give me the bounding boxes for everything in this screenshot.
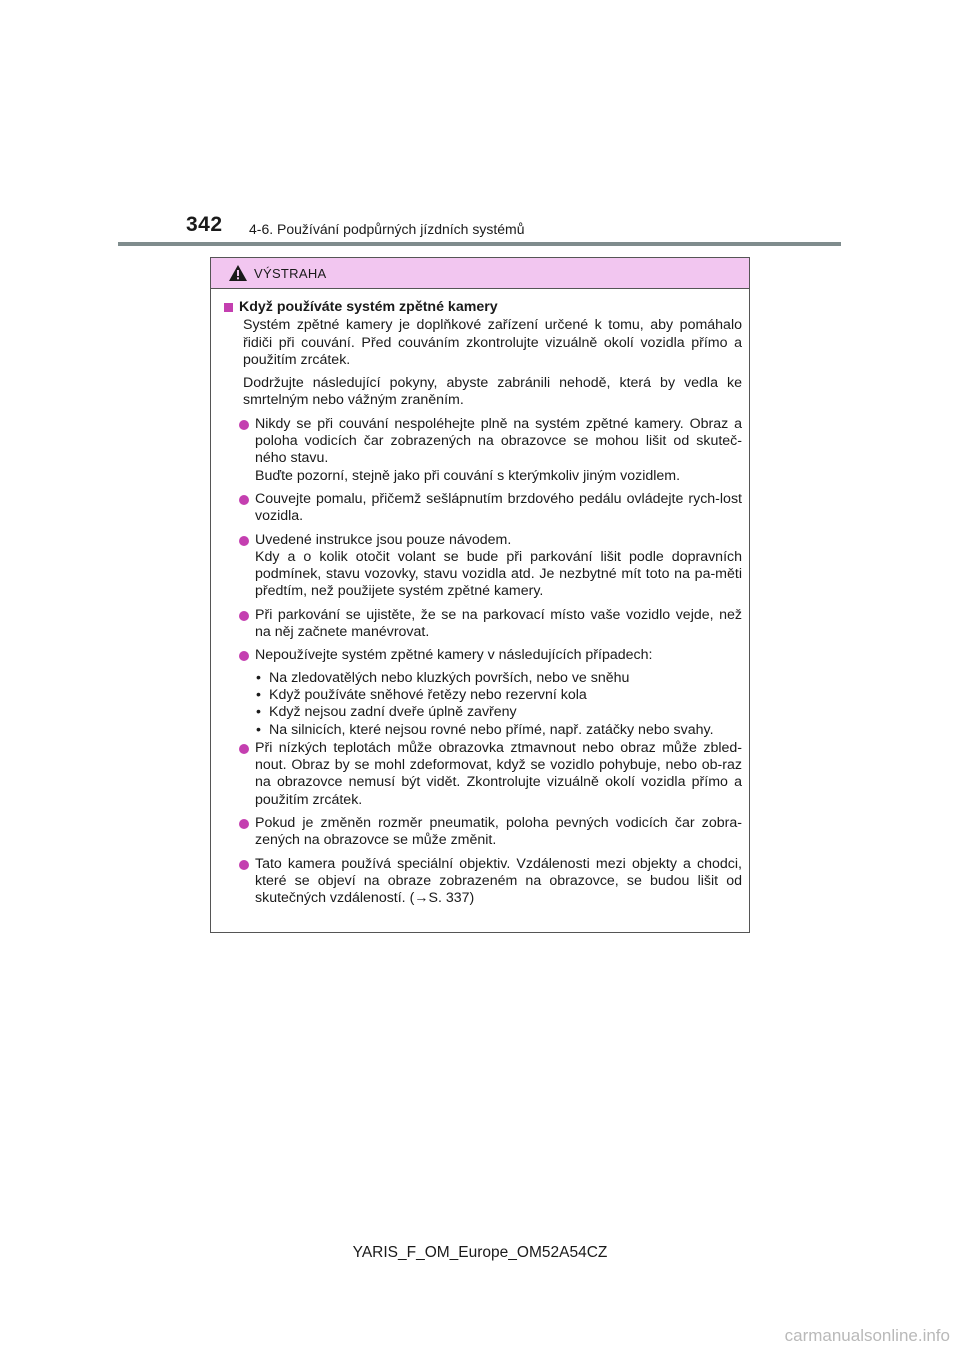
circle-bullet-icon (239, 860, 249, 870)
bullet-text: Uvedené instrukce jsou pouze návodem. (255, 531, 512, 548)
bullet-text: Kdy a o kolik otočit volant se bude při parkování lišit podle dopravních podmínek, stavu vozovky, stavu vozidla atd. Je nezbytné mít toto na pa-měti předtím, než použijete systém zpětné kamery. (255, 548, 742, 600)
watermark: carmanualsonline.info (784, 1326, 950, 1345)
circle-bullet-icon (239, 536, 249, 546)
circle-bullet-icon (239, 611, 249, 621)
warning-title: VÝSTRAHA (254, 265, 327, 281)
sub-list-item: • Když nejsou zadní dveře úplně zavřeny (255, 704, 742, 721)
warning-heading (224, 299, 742, 316)
warning-header (211, 258, 749, 289)
bullet-text: Couvejte pomalu, přičemž sešlápnutím brzdového pedálu ovládejte rych-lost vozidla. (255, 490, 742, 525)
circle-bullet-icon (239, 420, 249, 430)
intro-paragraph: Systém zpětné kamery je doplňkové zařízení určené k tomu, aby pomáhalo řidiči při couvání. Před couváním zkontrolujte vizuálně okolí vozidla přímo a použitím zrcátek. (243, 317, 742, 368)
bullet-text: Tato kamera používá speciální objektiv. Vzdálenosti mezi objekty a chodci, které se objeví na obraze zobrazeném na obrazovce, se budou lišit od skutečných vzdáleností. (→S. 337) (255, 855, 742, 907)
bullet-text: Buďte pozorní, stejně jako při couvání s kterýmkoliv jiným vozidlem. (255, 467, 681, 484)
bullet-text: Pokud je změněn rozměr pneumatik, poloha pevných vodicích čar zobra-zených na obrazovce se může změnit. (255, 815, 742, 849)
section-title: 4-6. Používání podpůrných jízdních systémů (249, 221, 525, 237)
sub-list-item: • Na silnicích, které nejsou rovné nebo přímé, např. zatáčky nebo svahy. (255, 722, 742, 739)
page-number: 342 (186, 213, 223, 236)
warning-triangle-icon (228, 264, 248, 282)
bullet-item (224, 815, 742, 850)
bullet-text: Nikdy se při couvání nespoléhejte plně na systém zpětné kamery. Obraz a poloha vodicích čar zobrazených na obrazovce se mohou lišit od skuteč-ného stavu. (255, 415, 742, 467)
bullet-text: Nepoužívejte systém zpětné kamery v následujících případech: (255, 647, 653, 664)
bullet-item (224, 607, 742, 642)
bullet-item (224, 532, 742, 601)
bullet-text: Při nízkých teplotách může obrazovka ztmavnout nebo obraz může zbled-nout. Obraz by se mohl zdeformovat, když se vozidlo pohybuje, nebo ob-raz na obrazovce nemusí být vidět. Zkontrolujte vizuálně okolí vozidla přímo a použitím zrcátek. (255, 739, 742, 808)
intro-paragraph: Dodržujte následující pokyny, abyste zabránili nehodě, která by vedla ke smrtelným nebo vážným zraněním. (243, 375, 742, 409)
warning-body (211, 289, 749, 908)
document-id: YARIS_F_OM_Europe_OM52A54CZ (352, 1244, 608, 1261)
bullet-item (224, 416, 742, 485)
square-bullet-icon (224, 303, 233, 312)
header-divider (118, 242, 841, 246)
circle-bullet-icon (239, 744, 249, 754)
sub-list-item: • Na zledovatělých nebo kluzkých površích, nebo ve sněhu (255, 670, 742, 687)
bullet-item (224, 856, 742, 908)
bullet-text: Při parkování se ujistěte, že se na parkovací místo vaše vozidlo vejde, než na něj začnete manévrovat. (255, 606, 742, 641)
warning-box (210, 257, 750, 933)
circle-bullet-icon (239, 819, 249, 829)
warning-heading-text: Když používáte systém zpětné kamery (239, 299, 498, 315)
sub-list-item: • Když používáte sněhové řetězy nebo rezervní kola (255, 687, 742, 704)
circle-bullet-icon (239, 651, 249, 661)
bullet-item (224, 740, 742, 809)
bullet-item (224, 647, 742, 664)
sub-list (224, 670, 742, 739)
bullet-item (224, 491, 742, 526)
circle-bullet-icon (239, 495, 249, 505)
